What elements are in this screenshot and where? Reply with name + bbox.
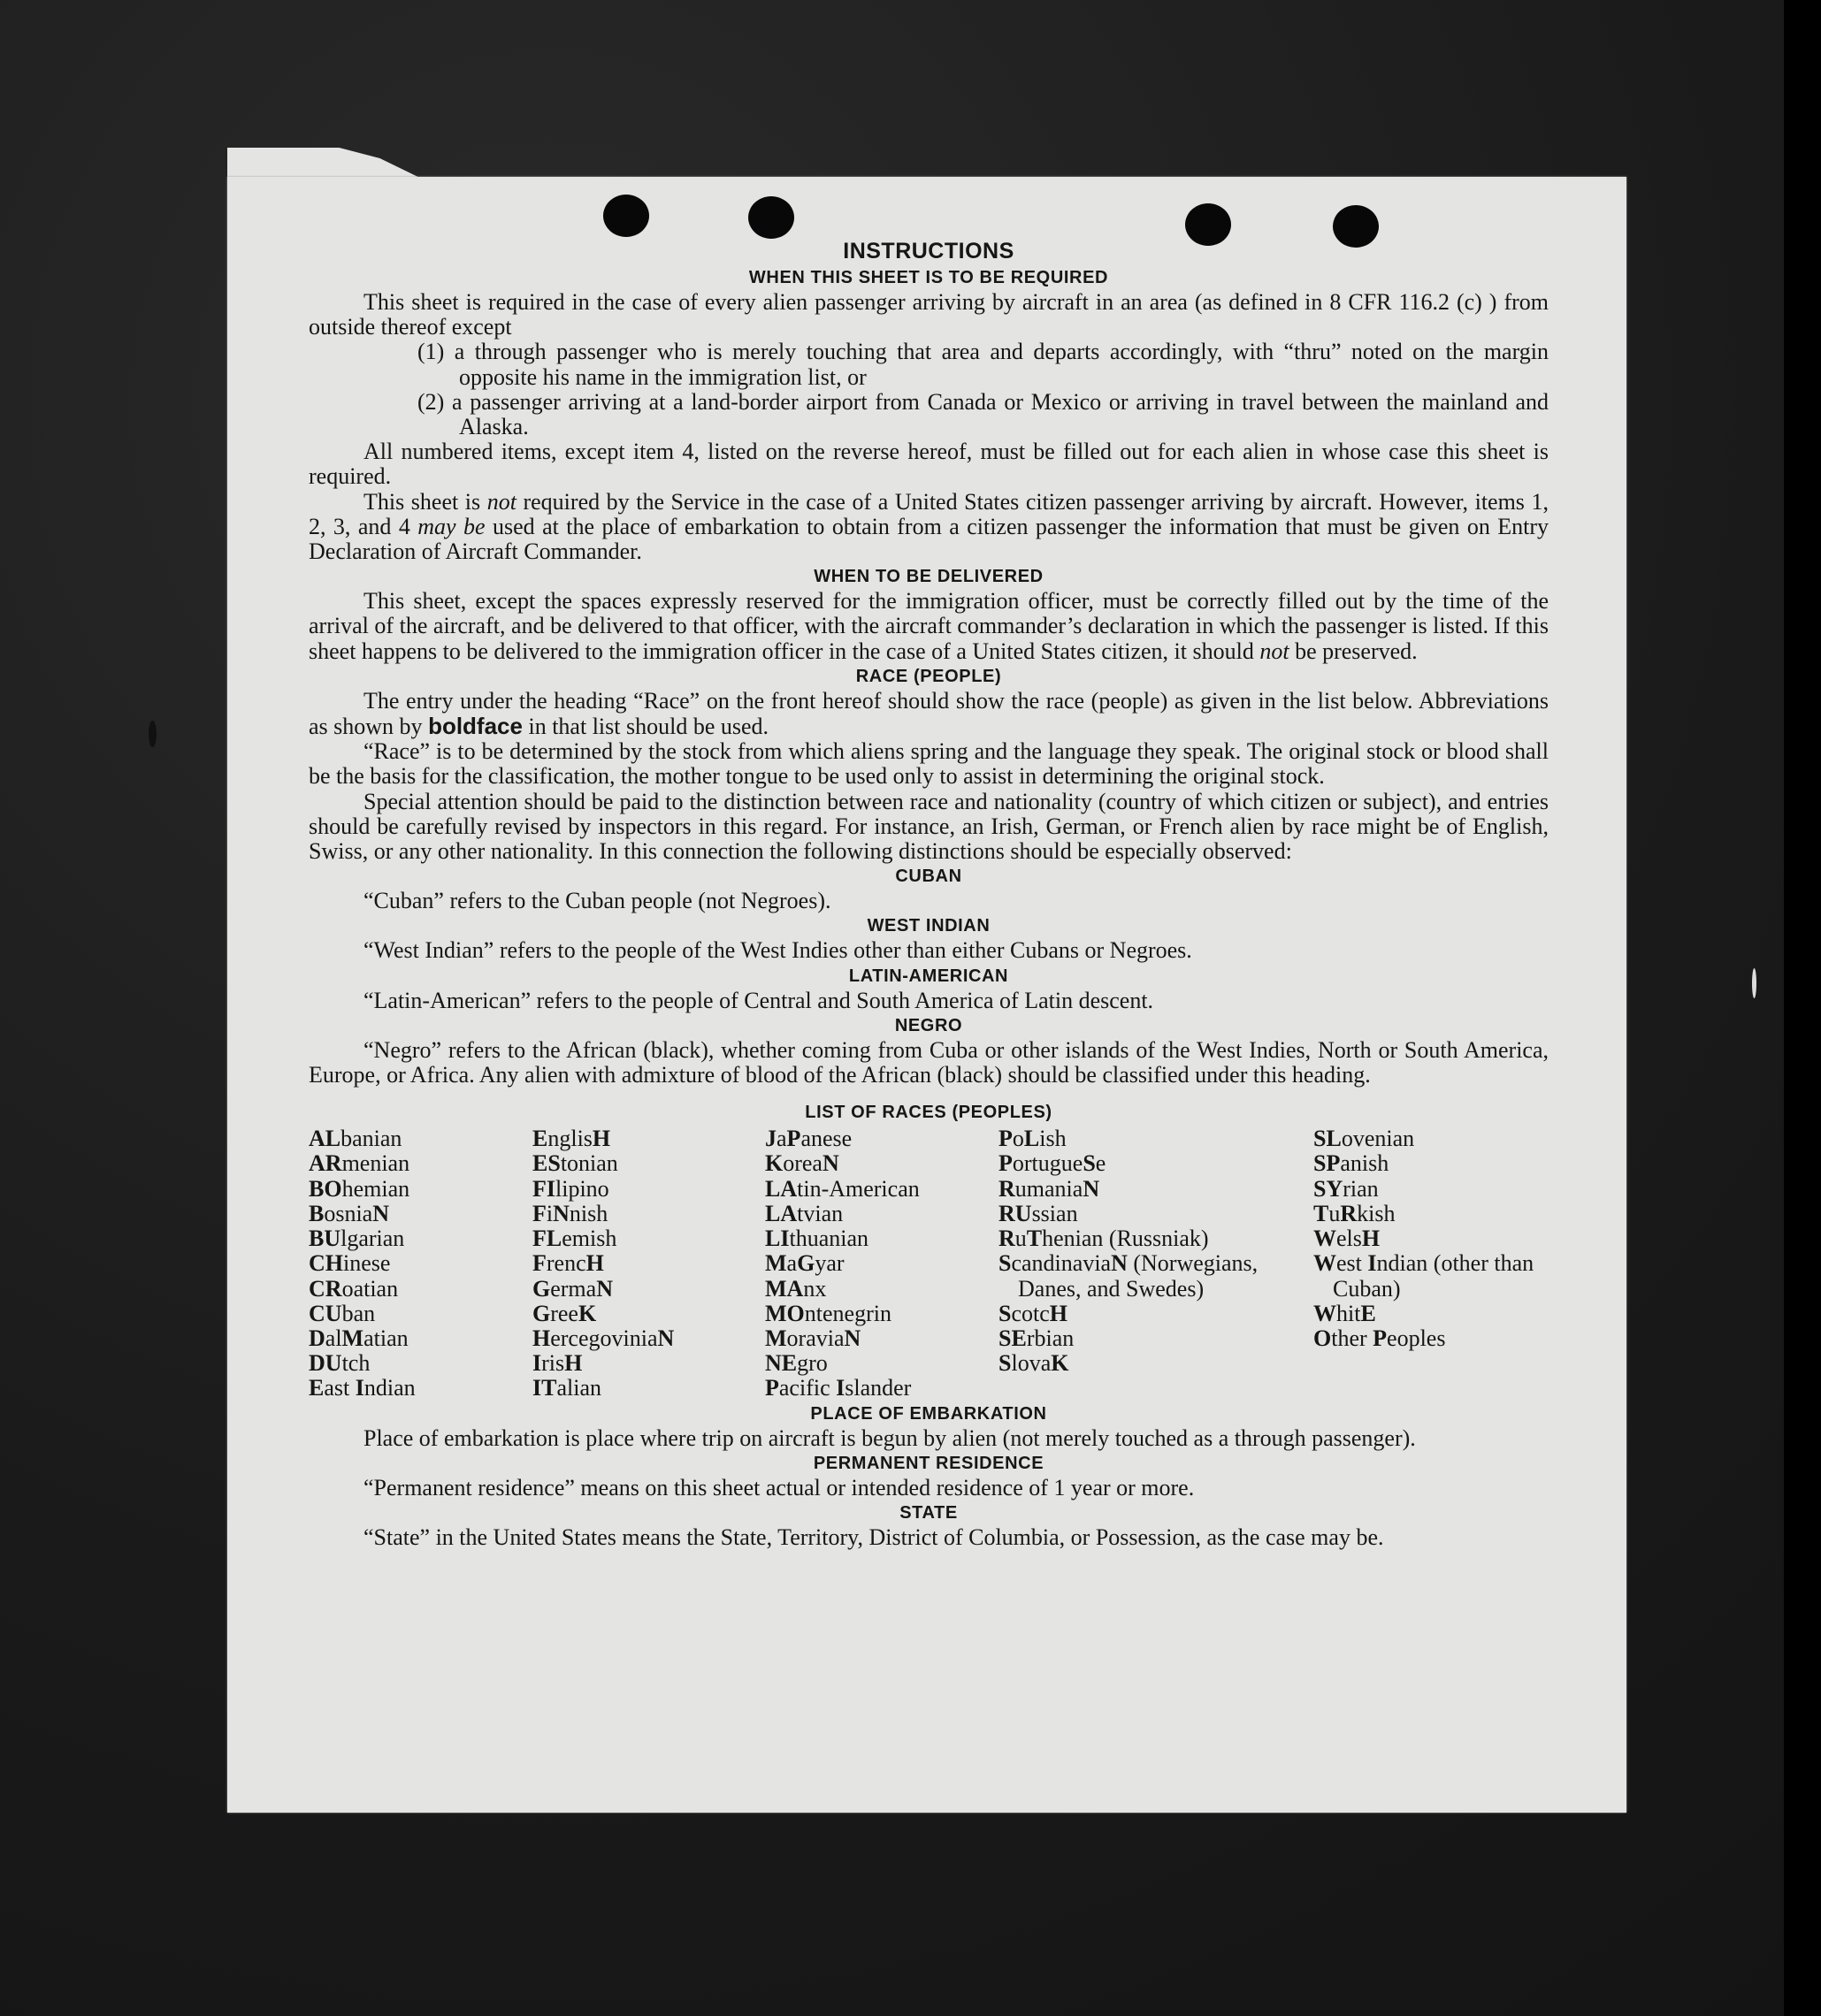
race-abbrev: S: [998, 1350, 1012, 1377]
list-item: (2) a passenger arriving at a land-border airport from Canada or Mexico or arriving in travel between the mainland and Alaska.: [417, 388, 1549, 440]
races-column: [309, 1126, 532, 1401]
section-heading: PERMANENT RESIDENCE: [813, 1453, 1044, 1473]
race-abbrev: R: [1340, 1200, 1358, 1226]
race-abbrev: F: [532, 1200, 547, 1226]
race-abbrev: P: [1373, 1325, 1388, 1351]
races-column: [1313, 1126, 1549, 1401]
section-heading: WEST INDIAN: [867, 916, 991, 936]
race-entry: [1313, 1226, 1549, 1251]
race-entry: [765, 1326, 998, 1351]
paragraph: “Latin-American” refers to the people of Central and South America of Latin descent.: [363, 987, 1154, 1013]
race-abbrev: H: [592, 1126, 611, 1152]
race-abbrev: B: [309, 1200, 325, 1226]
race-abbrev: S: [998, 1250, 1012, 1277]
race-entry: [309, 1126, 532, 1151]
race-abbrev: R: [998, 1175, 1015, 1202]
race-abbrev: H: [1361, 1226, 1381, 1252]
race-abbrev: N: [657, 1325, 675, 1351]
race-abbrev: I: [532, 1350, 542, 1377]
race-text: nx: [803, 1275, 827, 1302]
race-abbrev: N: [1111, 1250, 1128, 1277]
race-text: eoples: [1387, 1325, 1446, 1351]
race-text: a: [786, 1250, 798, 1277]
race-text: ban: [341, 1300, 376, 1326]
race-entry: [998, 1177, 1313, 1202]
race-entry: [765, 1202, 998, 1226]
races-column: [998, 1126, 1313, 1401]
race-text: orea: [783, 1150, 823, 1177]
race-entry: [532, 1226, 765, 1251]
race-abbrev: H: [1049, 1300, 1068, 1326]
race-abbrev: S: [1083, 1150, 1096, 1177]
race-entry: [998, 1151, 1313, 1176]
race-entry: [532, 1177, 765, 1202]
race-abbrev: W: [1313, 1226, 1336, 1252]
race-abbrev: K: [765, 1150, 784, 1177]
race-entry: [1313, 1326, 1549, 1351]
race-abbrev: SY: [1313, 1175, 1343, 1202]
race-text: nglis: [547, 1126, 593, 1152]
race-abbrev: M: [341, 1325, 364, 1351]
race-text: osnia: [324, 1200, 373, 1226]
text-run: in that list should be used.: [522, 714, 769, 740]
race-text: ndian: [363, 1375, 416, 1401]
race-text: slander: [845, 1375, 912, 1401]
race-abbrev: CU: [309, 1300, 342, 1326]
race-entry: [1313, 1251, 1549, 1301]
race-abbrev: ES: [532, 1150, 561, 1177]
paragraph: “Permanent residence” means on this sheet actual or intended residence of 1 year or more.: [363, 1474, 1195, 1501]
race-text: ssian: [1031, 1200, 1078, 1226]
race-abbrev: W: [1313, 1300, 1336, 1326]
race-abbrev: IT: [532, 1375, 557, 1401]
race-text: lipino: [555, 1175, 609, 1202]
race-text: hemian: [341, 1175, 410, 1202]
race-text: atian: [363, 1325, 409, 1351]
scan-speck: [1752, 968, 1756, 998]
scan-speck: [149, 721, 157, 747]
race-abbrev: LI: [765, 1226, 790, 1252]
race-abbrev: I: [1367, 1250, 1377, 1277]
race-abbrev: H: [585, 1250, 604, 1277]
race-abbrev: G: [532, 1275, 551, 1302]
race-text: emish: [562, 1226, 617, 1252]
race-text: hit: [1336, 1300, 1361, 1326]
race-abbrev: S: [998, 1300, 1012, 1326]
race-abbrev: E: [532, 1126, 548, 1152]
race-text: tvian: [797, 1200, 844, 1226]
punch-hole-2: [748, 196, 794, 239]
race-entry: [532, 1126, 765, 1151]
section-heading: WHEN THIS SHEET IS TO BE REQUIRED: [748, 268, 1109, 287]
race-entry: [309, 1351, 532, 1376]
race-text: a: [777, 1126, 787, 1152]
race-entry: [765, 1151, 998, 1176]
race-abbrev: R: [998, 1226, 1015, 1252]
italic-text: not: [486, 488, 516, 515]
text-run: The entry under the heading “Race” on the front hereof should show the race (people) as given in the list below. Abbreviations as shown by: [309, 687, 1549, 740]
races-column: [765, 1126, 998, 1401]
race-abbrev: O: [1313, 1325, 1332, 1351]
race-text: henian (Russniak): [1042, 1226, 1209, 1252]
race-text: inese: [343, 1250, 391, 1277]
race-text: anese: [800, 1126, 853, 1152]
race-entry: [532, 1351, 765, 1376]
race-entry: [998, 1351, 1313, 1376]
race-text: umania: [1014, 1175, 1083, 1202]
race-entry: [1313, 1202, 1549, 1226]
race-text: ovenian: [1341, 1126, 1415, 1152]
race-entry: [1313, 1177, 1549, 1202]
text-run: used at the place of embarkation to obtain from a citizen passenger the information that must be given on Entry Declaration of Aircraft Commander.: [309, 513, 1549, 565]
race-entry: [998, 1302, 1313, 1326]
race-entry: [1313, 1126, 1549, 1151]
race-entry: [1313, 1151, 1549, 1176]
race-text: e: [1095, 1150, 1106, 1177]
race-entry: [765, 1376, 998, 1401]
section-heading: RACE (PEOPLE): [855, 666, 1002, 686]
race-text: tin-American: [797, 1175, 920, 1202]
races-list: [309, 1126, 1549, 1401]
race-text: ther: [1331, 1325, 1373, 1351]
race-text: al: [325, 1325, 342, 1351]
race-abbrev: CH: [309, 1250, 343, 1277]
text-run: required by the Service in the case of a United States citizen passenger arriving by aircraft. However, items 1, 2, 3, and 4: [309, 488, 1549, 539]
race-text: renc: [546, 1250, 586, 1277]
race-abbrev: E: [309, 1375, 325, 1401]
section-heading: LIST OF RACES (PEOPLES): [805, 1103, 1052, 1123]
race-abbrev: N: [844, 1325, 861, 1351]
race-text: i: [546, 1200, 554, 1226]
page-title: INSTRUCTIONS: [843, 239, 1014, 263]
italic-text: not: [1259, 638, 1289, 664]
race-text: lgarian: [340, 1226, 405, 1252]
race-abbrev: AR: [309, 1150, 342, 1177]
race-abbrev: SL: [1313, 1126, 1342, 1152]
race-entry: [998, 1251, 1313, 1301]
race-abbrev: SE: [998, 1325, 1027, 1351]
race-entry: [532, 1151, 765, 1176]
race-entry: [998, 1226, 1313, 1251]
race-text: gro: [797, 1350, 828, 1377]
race-text: ast: [324, 1375, 356, 1401]
race-text: thuanian: [789, 1226, 868, 1252]
section-heading: STATE: [899, 1502, 958, 1523]
paragraph: All numbered items, except item 4, listed on the reverse hereof, must be filled out for each alien in whose case this sheet is required.: [309, 439, 1549, 490]
race-text: anish: [1340, 1150, 1389, 1177]
race-text: tch: [341, 1350, 371, 1377]
race-abbrev: NE: [765, 1350, 798, 1377]
races-column: [532, 1126, 765, 1401]
paragraph: Special attention should be paid to the distinction between race and nationality (country of which citizen or subject), and entries should be carefully revised by inspectors in this regard. For instance, an Irish, German, or French alien by race might be of English, Swiss, or any other nationality. In this connection the following distinctions should be especially observed:: [309, 788, 1549, 865]
race-abbrev: J: [765, 1126, 777, 1152]
race-entry: [765, 1226, 998, 1251]
race-abbrev: K: [1051, 1350, 1069, 1377]
race-abbrev: MA: [765, 1275, 804, 1302]
race-text: u: [1328, 1200, 1341, 1226]
race-abbrev: P: [998, 1126, 1013, 1152]
race-entry: [998, 1202, 1313, 1226]
race-entry: [309, 1251, 532, 1276]
paragraph: “Negro” refers to the African (black), whether coming from Cuba or other islands of the West Indies, North or South America, Europe, or Africa. Any alien with admixture of blood of the African (black) should be classified under this heading.: [309, 1036, 1549, 1088]
race-text: els: [1336, 1226, 1362, 1252]
race-abbrev: I: [836, 1375, 845, 1401]
race-entry: [532, 1251, 765, 1276]
race-abbrev: LA: [765, 1175, 798, 1202]
race-entry: [532, 1302, 765, 1326]
race-abbrev: M: [765, 1325, 787, 1351]
race-text: nish: [569, 1200, 608, 1226]
scan-edge: [1784, 0, 1821, 2016]
race-abbrev: P: [765, 1375, 779, 1401]
race-abbrev: I: [355, 1375, 364, 1401]
race-text: u: [1014, 1226, 1027, 1252]
section-heading: CUBAN: [895, 867, 962, 887]
race-abbrev: SP: [1313, 1150, 1341, 1177]
race-abbrev: N: [822, 1150, 839, 1177]
race-abbrev: LA: [765, 1200, 798, 1226]
race-text: (Norwegians, Danes, and Swedes): [1018, 1250, 1259, 1302]
race-abbrev: BO: [309, 1175, 342, 1202]
race-text: cotc: [1011, 1300, 1050, 1326]
race-text: ree: [550, 1300, 578, 1326]
race-abbrev: M: [765, 1250, 787, 1277]
section-heading: WHEN TO BE DELIVERED: [814, 567, 1044, 587]
race-abbrev: G: [797, 1250, 815, 1277]
text-run: This sheet, except the spaces expressly reserved for the immigration officer, must be correctly filled out by the time of the arrival of the aircraft, and be delivered to that officer, with the aircraft commander’s declaration in which the passenger is listed. If this sheet happens to be delivered to the immigration officer in the case of a United States citizen, it should: [309, 588, 1549, 664]
race-text: oatian: [341, 1275, 399, 1302]
paragraph: “State” in the United States means the State, Territory, District of Columbia, or Possession, as the case may be.: [363, 1523, 1384, 1550]
race-text: lova: [1011, 1350, 1052, 1377]
race-abbrev: F: [532, 1250, 547, 1277]
section-heading: PLACE OF EMBARKATION: [810, 1403, 1047, 1424]
list-item: (1) a through passenger who is merely touching that area and departs accordingly, with “thru” noted on the margin opposite his name in the immigration list, or: [417, 339, 1549, 390]
race-text: ish: [1039, 1126, 1067, 1152]
race-abbrev: N: [553, 1200, 570, 1226]
race-text: o: [1012, 1126, 1024, 1152]
race-abbrev: L: [1023, 1126, 1040, 1152]
race-text: oravia: [786, 1325, 845, 1351]
bold-text: boldface: [428, 713, 523, 740]
paragraph: Place of embarkation is place where trip on aircraft is begun by alien (not merely touched as a through passenger).: [363, 1424, 1416, 1451]
paragraph: “West Indian” refers to the people of the West Indies other than either Cubans or Negroes.: [363, 937, 1192, 964]
race-abbrev: T: [1026, 1226, 1043, 1252]
race-abbrev: DU: [309, 1350, 342, 1377]
race-entry: [309, 1302, 532, 1326]
race-text: ndian (other than Cuban): [1333, 1250, 1534, 1302]
paragraph: [309, 689, 1549, 739]
race-entry: [532, 1326, 765, 1351]
race-entry: [998, 1326, 1313, 1351]
race-abbrev: E: [1360, 1300, 1376, 1326]
race-entry: [309, 1202, 532, 1226]
paragraph: This sheet is required in the case of every alien passenger arriving by aircraft in an area (as defined in 8 CFR 116.2 (c) ) from outside thereof except: [309, 289, 1549, 340]
race-entry: [765, 1302, 998, 1326]
race-text: candinavia: [1011, 1250, 1112, 1277]
text-run: This sheet is: [363, 488, 487, 515]
text-run: be preserved.: [1289, 638, 1418, 664]
race-entry: [309, 1277, 532, 1302]
race-entry: [1313, 1302, 1549, 1326]
italic-text: may be: [417, 513, 486, 539]
race-abbrev: N: [1083, 1175, 1100, 1202]
race-text: ntenegrin: [804, 1300, 891, 1326]
race-entry: [309, 1151, 532, 1176]
race-text: tonian: [560, 1150, 618, 1177]
race-text: kish: [1357, 1200, 1396, 1226]
race-entry: [765, 1277, 998, 1302]
race-abbrev: MO: [765, 1300, 805, 1326]
instructions-content: [309, 237, 1549, 1550]
race-text: menian: [341, 1150, 410, 1177]
race-entry: [765, 1251, 998, 1276]
race-text: rian: [1343, 1175, 1379, 1202]
paragraph: [309, 589, 1549, 664]
race-abbrev: AL: [309, 1126, 341, 1152]
section-heading: LATIN-AMERICAN: [848, 966, 1009, 986]
race-abbrev: K: [578, 1300, 597, 1326]
punch-hole-1: [603, 195, 649, 237]
race-entry: [309, 1376, 532, 1401]
race-abbrev: FL: [532, 1226, 562, 1252]
race-entry: [765, 1351, 998, 1376]
race-entry: [532, 1277, 765, 1302]
paragraph: “Cuban” refers to the Cuban people (not Negroes).: [363, 888, 831, 914]
paragraph: “Race” is to be determined by the stock from which aliens spring and the language they speak. The original stock or blood shall be the basis for the classification, the mother tongue to be used only to assist in determining the original stock.: [309, 738, 1549, 790]
race-abbrev: W: [1313, 1250, 1336, 1277]
race-abbrev: FI: [532, 1175, 555, 1202]
race-abbrev: N: [372, 1200, 390, 1226]
race-abbrev: RU: [998, 1200, 1032, 1226]
race-text: est: [1336, 1250, 1368, 1277]
race-text: yar: [815, 1250, 845, 1277]
race-abbrev: P: [786, 1126, 801, 1152]
race-text: ortugue: [1012, 1150, 1083, 1177]
race-abbrev: BU: [309, 1226, 341, 1252]
race-text: alian: [556, 1375, 601, 1401]
race-entry: [765, 1126, 998, 1151]
race-entry: [309, 1226, 532, 1251]
paragraph: [309, 490, 1549, 565]
race-entry: [532, 1376, 765, 1401]
race-abbrev: H: [564, 1350, 583, 1377]
race-entry: [765, 1177, 998, 1202]
race-entry: [532, 1202, 765, 1226]
race-text: ris: [541, 1350, 565, 1377]
race-entry: [998, 1126, 1313, 1151]
race-abbrev: D: [309, 1325, 325, 1351]
race-abbrev: N: [596, 1275, 613, 1302]
race-abbrev: G: [532, 1300, 551, 1326]
section-heading: NEGRO: [894, 1015, 963, 1035]
race-entry: [309, 1326, 532, 1351]
race-text: acific: [778, 1375, 837, 1401]
race-abbrev: T: [1313, 1200, 1329, 1226]
race-text: banian: [340, 1126, 402, 1152]
race-text: rbian: [1026, 1325, 1075, 1351]
race-text: erma: [550, 1275, 597, 1302]
race-abbrev: P: [998, 1150, 1013, 1177]
race-abbrev: H: [532, 1325, 551, 1351]
race-entry: [309, 1177, 532, 1202]
race-text: ercegovinia: [550, 1325, 658, 1351]
race-abbrev: CR: [309, 1275, 342, 1302]
